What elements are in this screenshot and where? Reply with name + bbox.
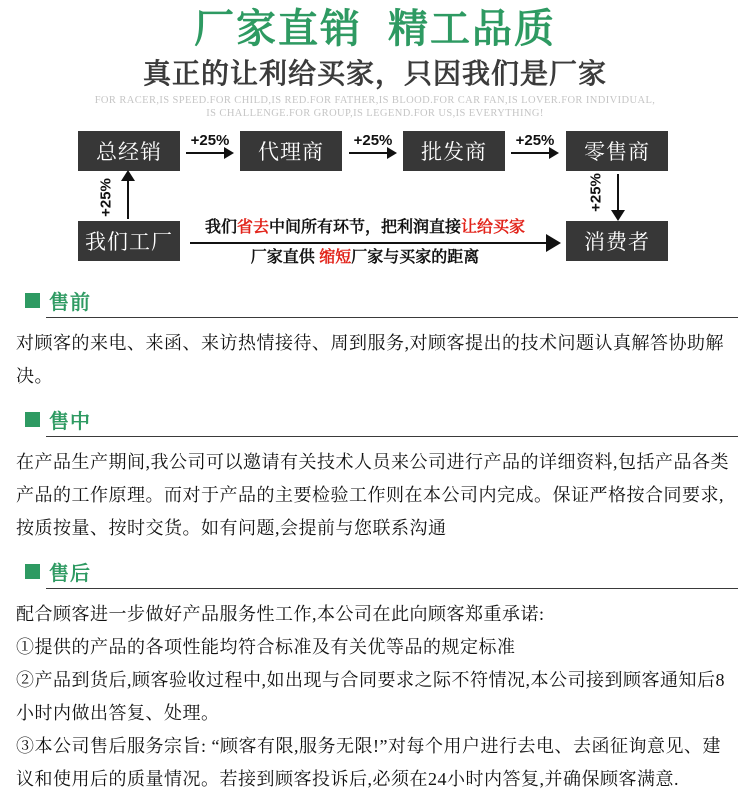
tagline: [0, 94, 750, 120]
section-title: 售后: [49, 562, 91, 585]
paragraph: 在产品生产期间,我公司可以邀请有关技术人员来公司进行产品的详细资料,包括产品各类产品的工作原理。而对于产品的主要检验工作则在本公司内完成。保证严格按合同要求,按质按量、按时交货。如有问题,会提前与您联系沟通: [16, 452, 729, 538]
diagram-message-top: [180, 218, 550, 238]
page-title: [0, 6, 750, 52]
section-header: [25, 407, 738, 431]
msg-part-highlight: 让给买家: [461, 219, 526, 236]
arrow-right-icon: [387, 147, 397, 159]
increment-label-left: +25%: [97, 178, 115, 217]
factory-to-consumer-arrow-shaft: [190, 242, 548, 244]
paragraph: 配合顾客进一步做好产品服务性工作,本公司在此向顾客郑重承诺:: [16, 604, 545, 624]
section-mid-sale: [16, 407, 738, 545]
arrow-shaft: [186, 152, 224, 154]
node-retailer: 零售商: [566, 131, 668, 171]
section-header: [25, 559, 738, 583]
msg-part-highlight: 省去: [236, 219, 269, 236]
increment-label-right: +25%: [587, 173, 605, 212]
paragraph: ②产品到货后,顾客验收过程中,如出现与合同要求之际不符情况,本公司接到顾客通知后8小时内做出答复、处理。: [16, 670, 725, 723]
arrow-right-icon: [224, 147, 234, 159]
paragraph: ③本公司售后服务宗旨: “顾客有限,服务无限!”对每个用户进行去电、去函征询意见、建议和使用后的质量情况。若接到顾客投诉后,必须在24小时内答复,并确保顾客满意.: [16, 736, 721, 789]
node-general-distributor: 总经销: [78, 131, 180, 171]
distribution-flow-diagram: [0, 126, 750, 274]
paragraph: ①提供的产品的各项性能均符合标准及有关优等品的规定标准: [16, 637, 516, 657]
arrow-right-icon: [549, 147, 559, 159]
section-body: [16, 598, 738, 796]
node-wholesaler: 批发商: [403, 131, 505, 171]
section-body: [16, 327, 738, 393]
tagline-line1: FOR RACER,IS SPEED.FOR CHILD,IS RED.FOR FATHER,IS BLOOD.FOR CAR FAN,IS LOVER.FOR INDIVIDUAL,: [94, 95, 656, 106]
section-title: 售前: [49, 291, 91, 314]
square-bullet-icon: [25, 293, 40, 308]
msg-part: 中间所有环节，把利润直接: [269, 219, 462, 236]
node-consumer: 消费者: [566, 221, 668, 261]
msg-part: 我们: [204, 219, 237, 236]
section-title: 售中: [49, 410, 91, 433]
divider: [46, 317, 738, 318]
arrow-down-icon: [611, 210, 625, 221]
tagline-line2: IS CHALLENGE.FOR GROUP,IS LEGEND.FOR US,IS EVERYTHING!: [206, 108, 544, 119]
msg-part: 厂家直供: [250, 249, 320, 266]
paragraph: 对顾客的来电、来函、来访热情接待、周到服务,对顾客提出的技术问题认真解答协助解决。: [16, 333, 724, 386]
msg-part-highlight: 缩短: [319, 249, 352, 266]
diagram-message-bottom: [180, 248, 550, 268]
msg-part: 厂家与买家的距离: [351, 249, 480, 266]
node-agent: 代理商: [240, 131, 342, 171]
hero-header: [0, 0, 750, 120]
arrow-up-icon: [121, 170, 135, 181]
increment-label: +25%: [353, 132, 393, 149]
increment-label: +25%: [515, 132, 555, 149]
section-pre-sale: [16, 288, 738, 393]
section-body: [16, 446, 738, 545]
service-sections: [0, 274, 750, 796]
divider: [46, 588, 738, 589]
square-bullet-icon: [25, 564, 40, 579]
arrow-shaft: [511, 152, 549, 154]
square-bullet-icon: [25, 412, 40, 427]
arrow-shaft-up: [127, 179, 129, 219]
increment-label: +25%: [190, 132, 230, 149]
arrow-shaft-down: [617, 174, 619, 214]
title-right: 精工品质: [388, 7, 556, 51]
section-after-sale: [16, 559, 738, 796]
node-our-factory: 我们工厂: [78, 221, 180, 261]
title-left: 厂家直销: [194, 7, 362, 51]
divider: [46, 436, 738, 437]
page-subtitle: 真正的让利给买家，只因我们是厂家: [142, 58, 607, 89]
section-header: [25, 288, 738, 312]
arrow-shaft: [349, 152, 387, 154]
